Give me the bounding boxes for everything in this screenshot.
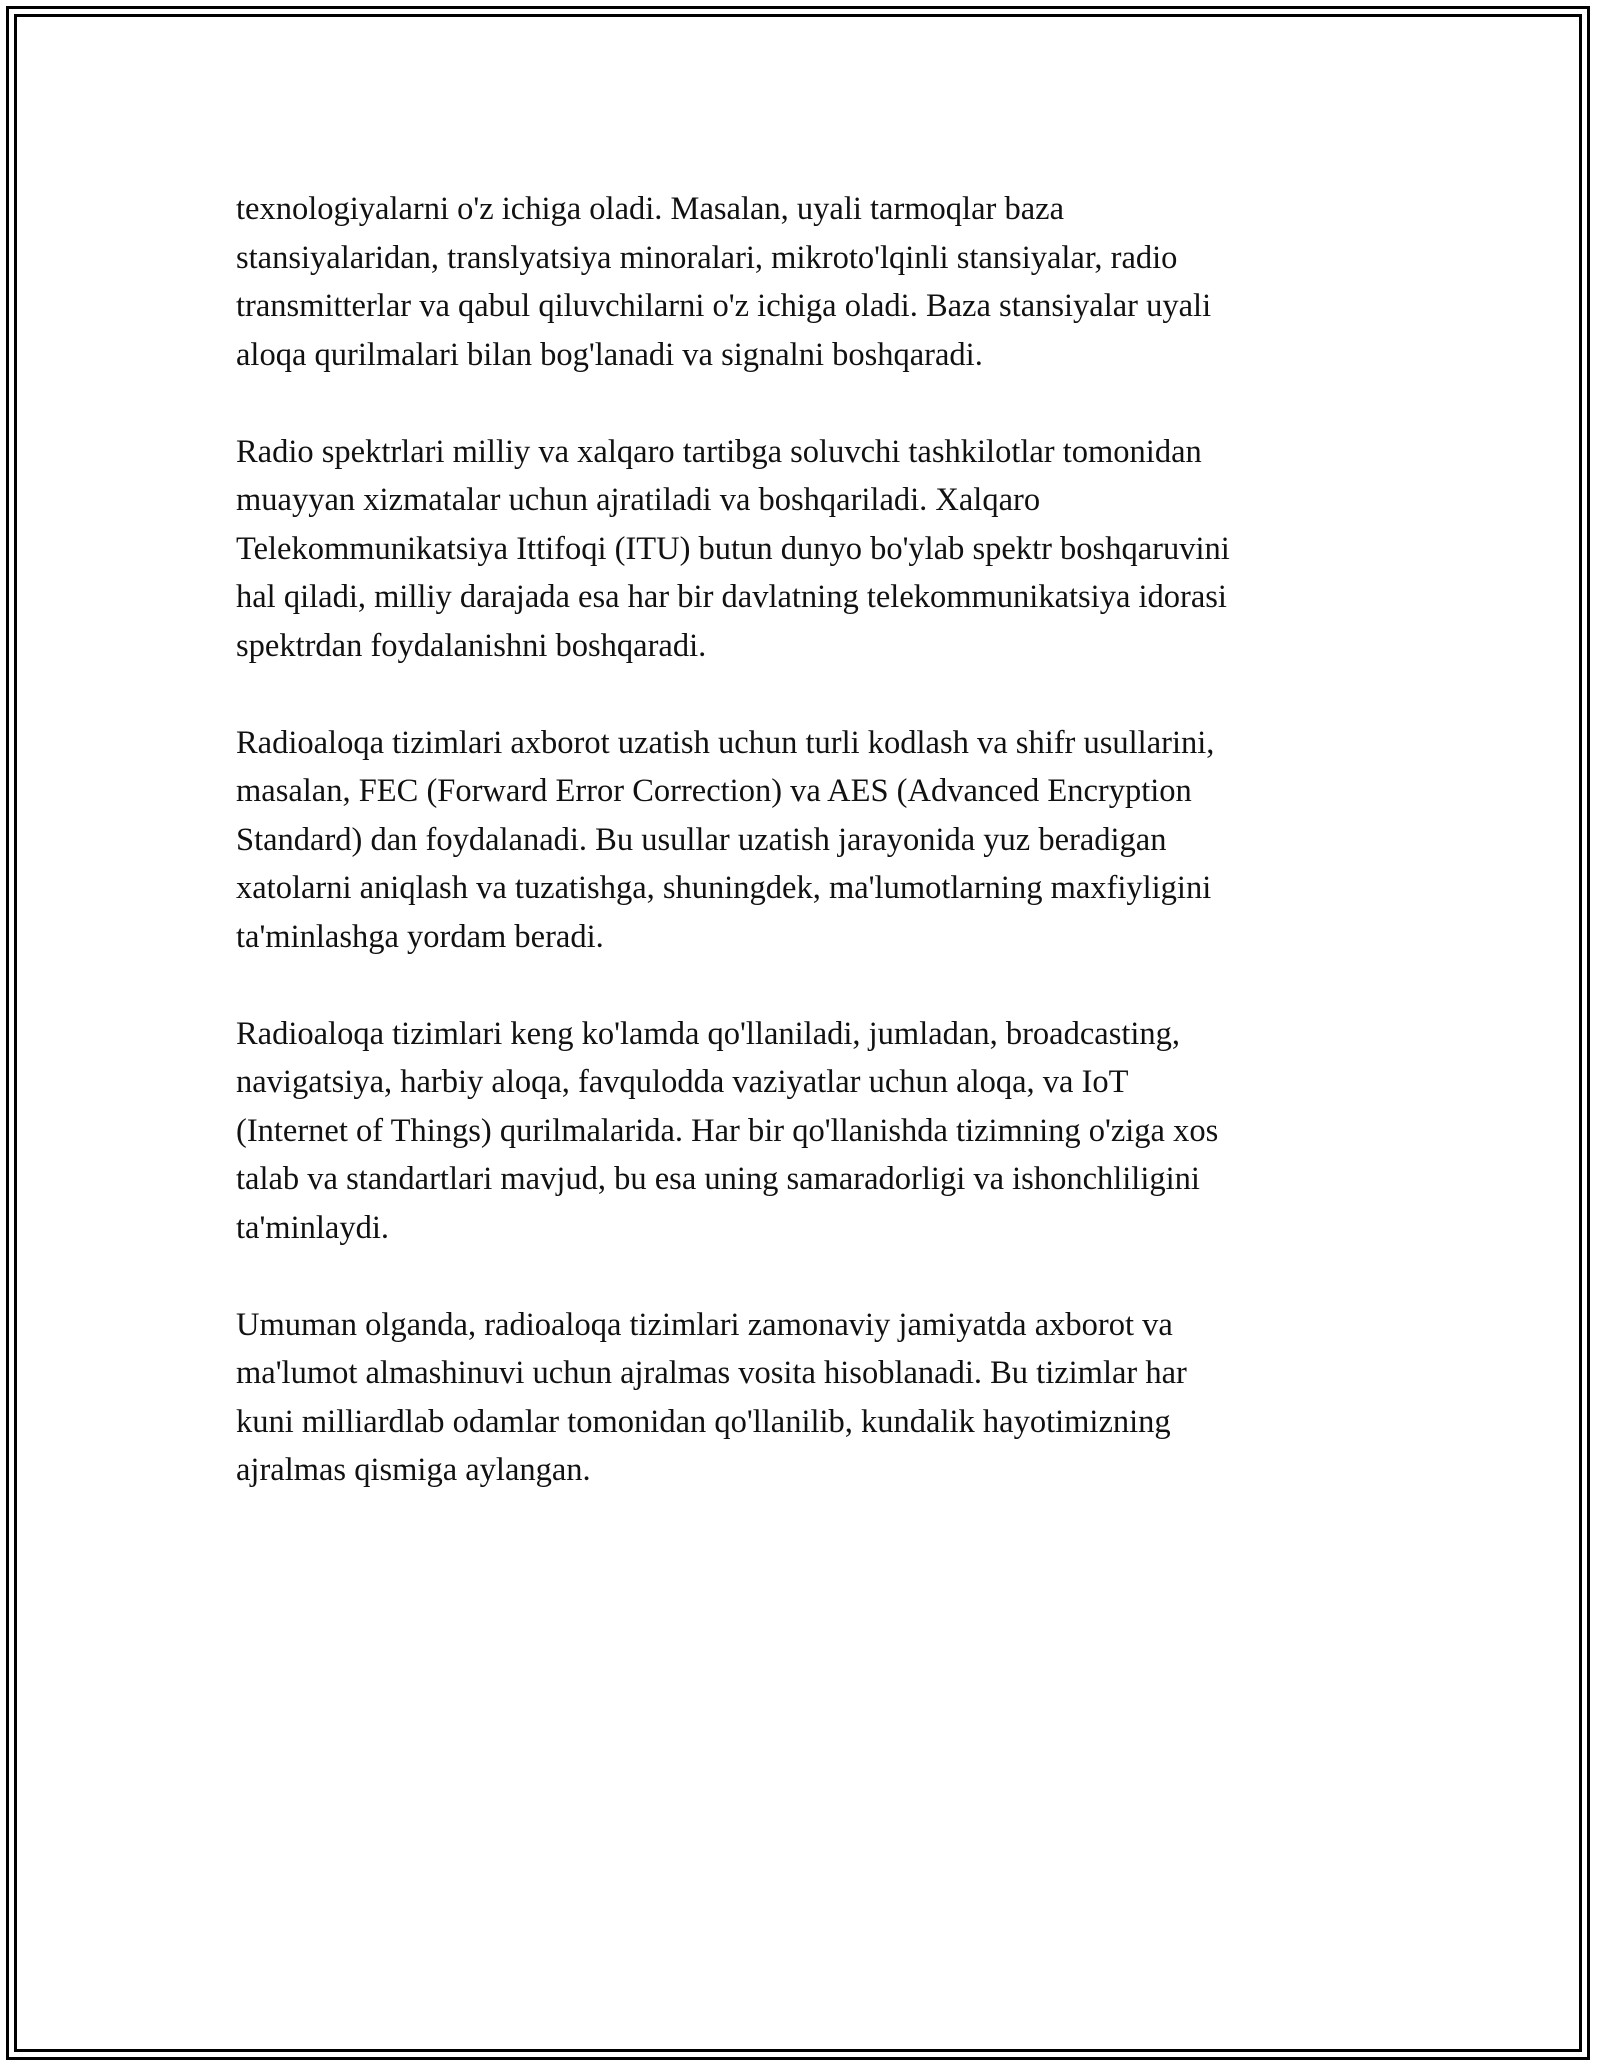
paragraph-5: Umuman olganda, radioaloqa tizimlari zamonaviy jamiyatda axborot va ma'lumot almashinuvi uchun ajralmas vosita hisoblanadi. Bu tizimlar har kuni milliardlab odamlar tomonidan qo'llanilib, kundalik hayotimizning ajralmas qismiga aylangan. [236, 1306, 1187, 1488]
document-body [236, 185, 1376, 1495]
paragraph-3: Radioaloqa tizimlari axborot uzatish uchun turli kodlash va shifr usullarini, masalan, FEC (Forward Error Correction) va AES (Advanced Encryption Standard) dan foydalanadi. Bu usullar uzatish jarayonida yuz beradigan xatolarni aniqlash va tuzatishga, shuningdek, ma'lumotlarning maxfiyligini ta'minlashga yordam beradi. [236, 724, 1215, 955]
paragraph-2: Radio spektrlari milliy va xalqaro tartibga soluvchi tashkilotlar tomonidan muayyan xizmatalar uchun ajratiladi va boshqariladi. Xalqaro Telekommunikatsiya Ittifoqi (ITU) butun dunyo bo'ylab spektr boshqaruvini hal qiladi, milliy darajada esa har bir davlatning telekommunikatsiya idorasi spektrdan foydalanishni boshqaradi. [236, 433, 1230, 664]
paragraph-1: texnologiyalarni o'z ichiga oladi. Masalan, uyali tarmoqlar baza stansiyalaridan, translyatsiya minoralari, mikroto'lqinli stansiyalar, radio transmitterlar va qabul qiluvchilarni o'z ichiga oladi. Baza stansiyalar uyali aloqa qurilmalari bilan bog'lanadi va signalni boshqaradi. [236, 191, 1212, 373]
paragraph-4: Radioaloqa tizimlari keng ko'lamda qo'llaniladi, jumladan, broadcasting, navigatsiya, harbiy aloqa, favqulodda vaziyatlar uchun aloqa, va IoT (Internet of Things) qurilmalarida. Har bir qo'llanishda tizimning o'ziga xos talab va standartlari mavjud, bu esa uning samaradorligi va ishonchliligini ta'minlaydi. [236, 1015, 1219, 1246]
